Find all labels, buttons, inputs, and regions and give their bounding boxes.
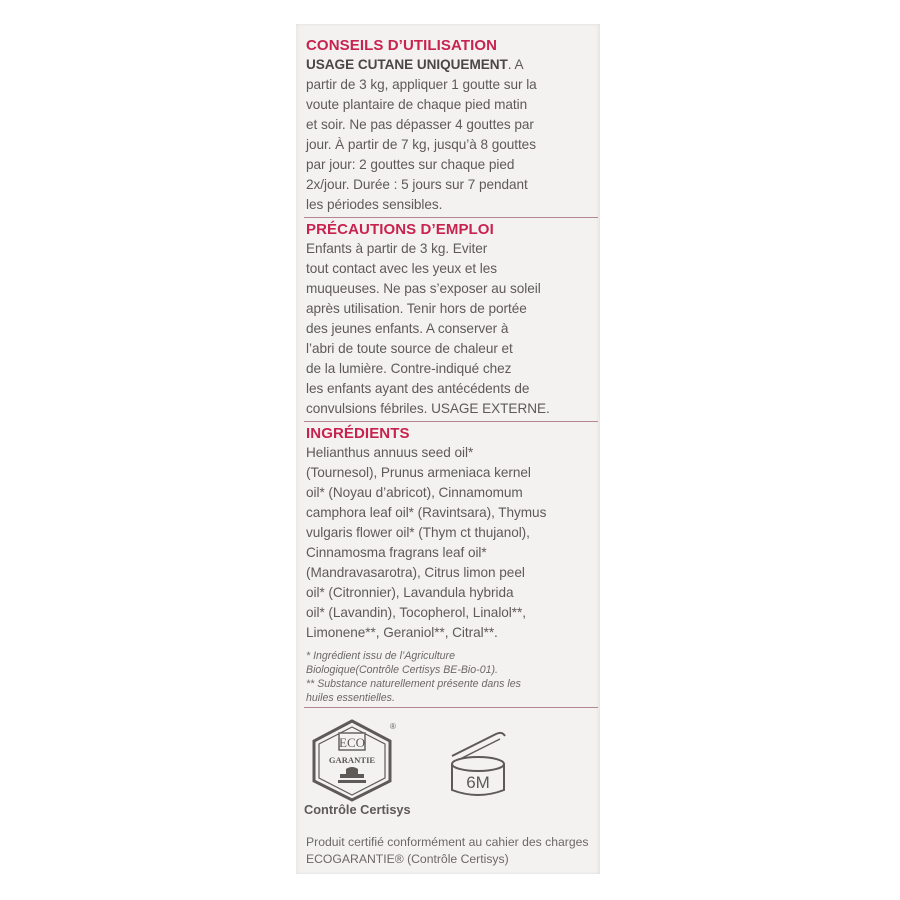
eco-logo-line1: ECO — [339, 735, 365, 750]
text-line: (Tournesol), Prunus armeniaca kernel — [306, 465, 531, 480]
footnotes — [306, 649, 592, 705]
certification-line: ECOGARANTIE® (Contrôle Certisys) — [306, 852, 509, 866]
text-line: partir de 3 kg, appliquer 1 goutte sur la — [306, 77, 537, 92]
footnote-line: huiles essentielles. — [306, 692, 395, 704]
ecogarantie-hexagon-icon — [306, 718, 398, 802]
text-line: Helianthus annuus seed oil* — [306, 445, 474, 460]
usage-lead: USAGE CUTANE UNIQUEMENT — [306, 57, 508, 72]
text-line: l’abri de toute source de chaleur et — [306, 341, 513, 356]
section-title-ingredients: INGRÉDIENTS — [306, 425, 410, 442]
text-line: voute plantaire de chaque pied matin — [306, 97, 528, 112]
text-line: et soir. Ne pas dépasser 4 gouttes par — [306, 117, 534, 132]
text-line: oil* (Noyau d’abricot), Cinnamomum — [306, 485, 523, 500]
text-line: oil* (Citronnier), Lavandula hybrida — [306, 585, 514, 600]
period-after-opening — [442, 722, 514, 804]
divider — [304, 421, 598, 422]
text-line: . A — [507, 57, 524, 72]
text-line: les périodes sensibles. — [306, 197, 443, 212]
text-line: par jour: 2 gouttes sur chaque pied — [306, 157, 515, 172]
section-title-conseils: CONSEILS D’UTILISATION — [306, 37, 498, 54]
text-line: vulgaris flower oil* (Thym ct thujanol), — [306, 525, 530, 540]
text-line: jour. À partir de 7 kg, jusqu’à 8 gouttes — [306, 137, 536, 152]
text-line: convulsions fébriles. USAGE EXTERNE. — [306, 401, 550, 416]
section-title-precautions: PRÉCAUTIONS D’EMPLOI — [306, 221, 494, 238]
pao-label: 6M — [466, 773, 490, 792]
text-line: de la lumière. Contre-indiqué chez — [306, 361, 512, 376]
footnote-line: * Ingrédient issu de l’Agriculture — [306, 650, 455, 662]
divider — [304, 217, 598, 218]
footnote-line: Biologique(Contrôle Certisys BE-Bio-01). — [306, 664, 498, 676]
text-line: tout contact avec les yeux et les — [306, 261, 498, 276]
text-line: 2x/jour. Durée : 5 jours sur 7 pendant — [306, 177, 528, 192]
text-line: oil* (Lavandin), Tocopherol, Linalol**, — [306, 605, 526, 620]
product-label-panel — [296, 24, 600, 874]
text-line: Enfants à partir de 3 kg. Eviter — [306, 241, 488, 256]
registered-mark: ® — [390, 722, 396, 731]
text-line: muqueuses. Ne pas s’exposer au soleil — [306, 281, 541, 296]
footnote-line: ** Substance naturellement présente dans les — [306, 678, 521, 690]
text-line: (Mandravasarotra), Citrus limon peel — [306, 565, 525, 580]
ecogarantie-logo — [304, 718, 411, 817]
text-line: Cinnamosma fragrans leaf oil* — [306, 545, 487, 560]
text-line: après utilisation. Tenir hors de portée — [306, 301, 527, 316]
eco-logo-caption: Contrôle Certisys — [304, 802, 411, 817]
open-jar-icon — [442, 722, 514, 804]
label-content — [306, 36, 592, 868]
section-body-precautions — [306, 239, 592, 419]
eco-logo-line2: GARANTIE — [328, 755, 376, 765]
text-line: les enfants ayant des antécédents de — [306, 381, 530, 396]
text-line: Limonene**, Geraniol**, Citral**. — [306, 625, 498, 640]
certification-logos — [306, 710, 592, 828]
text-line: des jeunes enfants. A conserver à — [306, 321, 509, 336]
text-line: camphora leaf oil* (Ravintsara), Thymus — [306, 505, 547, 520]
divider — [304, 707, 598, 708]
certification-text — [306, 834, 592, 868]
section-body-conseils — [306, 55, 592, 215]
section-body-ingredients — [306, 443, 592, 643]
certification-line: Produit certifié conformément au cahier des charges — [306, 835, 589, 849]
